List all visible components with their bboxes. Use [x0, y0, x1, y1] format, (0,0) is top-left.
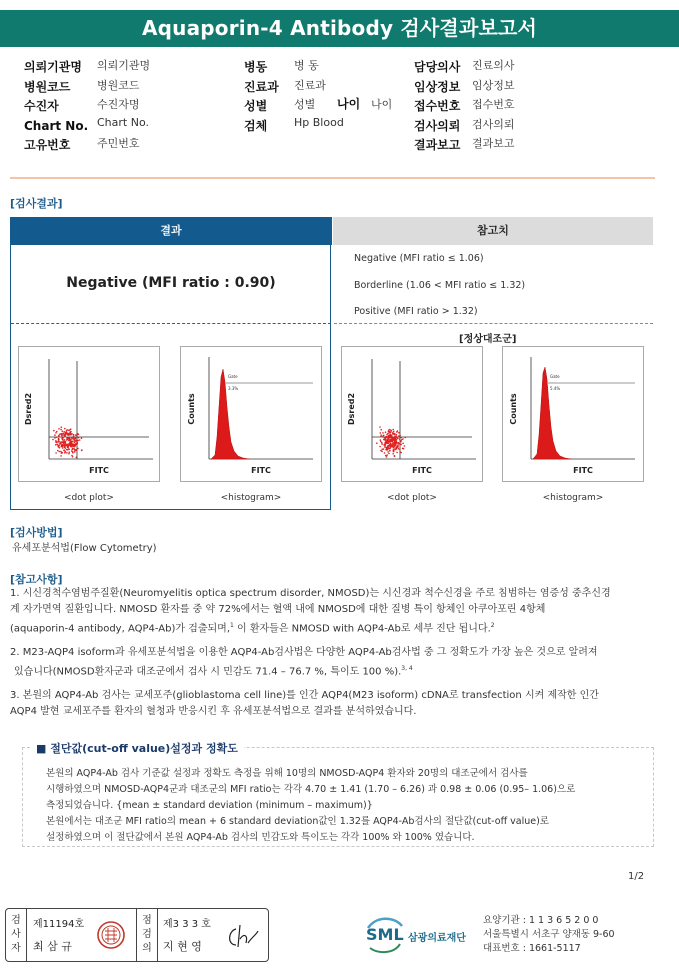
- dot: [71, 449, 73, 451]
- dot: [65, 433, 67, 435]
- dot: [400, 444, 402, 446]
- value-test-request: 검사의뢰: [472, 117, 515, 131]
- dot: [69, 438, 71, 440]
- lab-address: 서울특별시 서초구 양재동 9-60: [483, 929, 615, 940]
- dot: [391, 437, 393, 439]
- reference-divider: [334, 323, 653, 324]
- dot: [384, 437, 386, 439]
- label-doctor: 담당의사: [414, 60, 461, 74]
- reference-positive: Positive (MFI ratio > 1.32): [354, 306, 478, 317]
- examiner-no: 제11194호: [33, 919, 85, 930]
- dot: [392, 453, 394, 455]
- confirmer-signature: [224, 921, 264, 951]
- cutoff-line-2: 시행하였으며 NMOSD-AQP4군과 대조군의 MFI ratio는 각각 4.70 ± 1.41 (1.70 – 6.26) 과 0.98 ± 0.06 (0.95– 1.06)으로: [46, 784, 576, 795]
- value-hospital-code: 병원코드: [97, 78, 140, 92]
- dot: [381, 443, 383, 445]
- control-gate-label: Gate: [550, 374, 560, 379]
- cutoff-title: ■ 절단값(cut-off value)설정과 정확도: [32, 740, 244, 756]
- dot: [76, 435, 78, 437]
- dot: [397, 438, 399, 440]
- confirmer-label-1: 점: [142, 915, 152, 926]
- dot: [400, 437, 402, 439]
- dot: [388, 453, 390, 455]
- dot: [79, 439, 81, 441]
- dot: [64, 445, 66, 447]
- value-sex: 성별: [294, 98, 316, 111]
- dot: [71, 446, 73, 448]
- dot: [383, 439, 385, 441]
- confirmer-label-3: 의: [142, 943, 152, 954]
- note-2-sup: 3, 4: [401, 665, 413, 672]
- lab-info: [483, 914, 615, 956]
- dot: [73, 434, 75, 436]
- confirmer-label-2: 검: [142, 929, 152, 940]
- dot: [396, 441, 398, 443]
- patient-dot-cloud: [52, 426, 82, 458]
- dot: [62, 438, 64, 440]
- patient-dot-plot-svg: [19, 347, 159, 481]
- label-ward: 병동: [244, 60, 268, 74]
- dot: [397, 446, 399, 448]
- dot: [394, 443, 396, 445]
- control-dot-ylabel: Dsred2: [347, 392, 356, 426]
- cutoff-line-3: 측정되었습니다. {mean ± standard deviation (minimum – maximum)}: [46, 800, 373, 811]
- dot: [386, 440, 388, 442]
- label-receipt-no: 접수번호: [414, 99, 461, 113]
- dot: [404, 445, 406, 447]
- dot: [402, 438, 404, 440]
- examiner-label-cell: [6, 909, 27, 961]
- dot: [67, 445, 69, 447]
- dot: [67, 434, 69, 436]
- dot: [400, 452, 402, 454]
- dot: [389, 450, 391, 452]
- note-2-line2: [10, 661, 660, 680]
- value-department: 진료과: [294, 78, 326, 92]
- dot: [402, 443, 404, 445]
- label-chart-no: Chart No.: [24, 118, 89, 133]
- dot: [61, 434, 63, 436]
- label-unique-no: 고유번호: [24, 138, 71, 152]
- dot: [395, 444, 397, 446]
- note-1-line3b: 이 환자들은 NMOSD with AQP4-Ab로 세부 진단 됩니다.: [233, 623, 491, 635]
- confirmer-name: 지 현 영: [163, 940, 202, 953]
- patient-dot-caption: <dot plot>: [64, 493, 114, 503]
- dot: [65, 447, 67, 449]
- dot: [388, 442, 390, 444]
- dot: [398, 432, 400, 434]
- control-gate-pct: 5.4%: [550, 386, 561, 391]
- dot: [66, 430, 68, 432]
- value-ward: 병 동: [294, 59, 319, 72]
- value-result-report: 결과보고: [472, 137, 515, 150]
- sml-logo-text: SML: [366, 925, 404, 944]
- report-title: Aquaporin-4 Antibody 검사결과보고서: [0, 10, 679, 47]
- dot: [388, 445, 390, 447]
- dot: [391, 440, 393, 442]
- dot: [395, 448, 397, 450]
- dot: [390, 434, 392, 436]
- dot: [74, 451, 76, 453]
- note-2-line2a: 있습니다(NMOSD환자군과 대조군에서 검사 시 민감도 71.4 – 76.7 %, 특이도 100 %).: [14, 666, 402, 678]
- dot: [68, 453, 70, 455]
- value-receipt-no: 접수번호: [472, 98, 515, 111]
- note-1-line1: 1. 시신경척수염범주질환(Neuromyelitis optica spectrum disorder, NMOSD)는 시신경과 척수신경을 주로 침범하는 염증성 중추신경: [10, 588, 611, 599]
- note-1-line3: [10, 618, 660, 637]
- dot: [74, 449, 76, 451]
- dot: [56, 431, 58, 433]
- dot: [392, 429, 394, 431]
- dot: [64, 442, 66, 444]
- examiner-name: 최 삼 규: [33, 940, 72, 953]
- dot: [77, 440, 79, 442]
- note-3: [10, 688, 660, 720]
- dot: [58, 435, 60, 437]
- dot: [61, 426, 63, 428]
- dot: [62, 446, 64, 448]
- dot: [382, 432, 384, 434]
- signature-icon: [224, 921, 264, 951]
- dot: [389, 441, 391, 443]
- method-text: 유세포분석법(Flow Cytometry): [12, 543, 157, 554]
- dot: [70, 442, 72, 444]
- dot: [73, 445, 75, 447]
- dot: [58, 438, 60, 440]
- label-age: 나이: [337, 97, 361, 111]
- dot: [54, 434, 56, 436]
- dot: [62, 431, 64, 433]
- dot: [385, 443, 387, 445]
- dot: [399, 438, 401, 440]
- confirmer-no: 제3 3 3 호: [163, 919, 211, 930]
- note-3-line2: AQP4 발현 교세포주를 환자의 혈청과 반응시킨 후 유세포분석법으로 결과를 분석하였습니다.: [10, 706, 417, 717]
- dot: [376, 442, 378, 444]
- note-1-line3a: (aquaporin-4 antibody, AQP4-Ab)가 검출되며,: [10, 623, 231, 635]
- dot: [60, 429, 62, 431]
- dot: [396, 452, 398, 454]
- control-label: [정상대조군]: [459, 334, 517, 345]
- dot: [387, 448, 389, 450]
- dot: [70, 440, 72, 442]
- dot: [67, 433, 69, 435]
- control-histogram-svg: [503, 347, 643, 481]
- dot: [75, 438, 77, 440]
- result-header: 결과: [10, 217, 332, 245]
- dot: [68, 451, 70, 453]
- dot: [61, 452, 63, 454]
- control-dot-cloud: [376, 426, 406, 458]
- control-dot-xlabel: FITC: [412, 466, 432, 475]
- examiner-label-1: 검: [11, 915, 21, 926]
- dot: [54, 437, 56, 439]
- patient-histogram-peak: [211, 369, 249, 459]
- dot: [385, 449, 387, 451]
- control-dot-plot: [341, 346, 483, 482]
- label-department: 진료과: [244, 79, 279, 94]
- dot: [391, 435, 393, 437]
- dot: [394, 441, 396, 443]
- dot: [62, 442, 64, 444]
- patient-hist-xlabel: FITC: [251, 466, 271, 475]
- examiner-seal: [96, 920, 126, 950]
- dot: [81, 450, 83, 452]
- dot: [72, 438, 74, 440]
- patient-info-col2: [244, 56, 393, 134]
- dot: [55, 444, 57, 446]
- patient-gate-pct: 3.3%: [228, 386, 239, 391]
- dot: [73, 435, 75, 437]
- note-2-line1: 2. M23-AQP4 isoform과 유세포분석법을 이용한 AQP4-Ab검사법은 다양한 AQP4-Ab검사법 중 그 정확도가 가장 높은 것으로 알려져: [10, 647, 598, 658]
- note-1-sup1: 1: [230, 622, 234, 629]
- cutoff-text: [46, 766, 644, 846]
- dot: [383, 435, 385, 437]
- dot: [52, 439, 54, 441]
- dot: [379, 446, 381, 448]
- value-specimen: Hp Blood: [294, 115, 344, 129]
- control-histogram-peak: [533, 367, 571, 459]
- dot: [74, 441, 76, 443]
- dot: [64, 435, 66, 437]
- lab-code: 요양기관 : 1 1 3 6 5 2 0 0: [483, 915, 599, 926]
- dot: [76, 457, 78, 459]
- dot: [380, 441, 382, 443]
- dot: [384, 439, 386, 441]
- dot: [380, 450, 382, 452]
- patient-histogram: [180, 346, 322, 482]
- dot: [71, 433, 73, 435]
- dot: [380, 432, 382, 434]
- value-doctor: 진료의사: [472, 59, 515, 72]
- dot: [396, 434, 398, 436]
- dot: [72, 456, 74, 458]
- dot: [398, 443, 400, 445]
- dot: [53, 430, 55, 432]
- dot: [390, 430, 392, 432]
- dot: [384, 452, 386, 454]
- label-clinical-info: 임상정보: [414, 79, 461, 94]
- dot: [72, 444, 74, 446]
- label-result-report: 결과보고: [414, 138, 461, 152]
- patient-info-col3: [414, 56, 515, 154]
- dot: [389, 431, 391, 433]
- value-chart-no: Chart No.: [97, 115, 149, 129]
- reference-negative: Negative (MFI ratio ≤ 1.06): [354, 253, 484, 264]
- control-hist-ylabel: Counts: [509, 393, 518, 425]
- dot: [393, 431, 395, 433]
- dot: [59, 451, 61, 453]
- dot: [72, 451, 74, 453]
- dot: [55, 440, 57, 442]
- sml-org-name: 삼광의료재단: [408, 933, 466, 944]
- dot: [78, 437, 80, 439]
- dot: [77, 448, 79, 450]
- label-institution: 의뢰기관명: [24, 60, 82, 74]
- patient-dot-ylabel: Dsred2: [24, 392, 33, 426]
- cutoff-line-1: 본원의 AQP4-Ab 검사 기준값 설정과 정확도 측정을 위해 10명의 NMOSD-AQP4 환자와 20명의 대조군에서 검사를: [46, 768, 528, 779]
- dot: [388, 448, 390, 450]
- dot: [73, 439, 75, 441]
- dot: [60, 442, 62, 444]
- control-histogram: [502, 346, 644, 482]
- note-1-line2: 계 자가면역 질환입니다. NMOSD 환자를 중 약 72%에서는 혈액 내에 NMOSD에 대한 질병 특이 항체인 아쿠아포린 4항체: [10, 604, 546, 615]
- dot: [67, 449, 69, 451]
- dot: [66, 452, 68, 454]
- dot: [393, 451, 395, 453]
- dot: [59, 447, 61, 449]
- label-hospital-code: 병원코드: [24, 79, 71, 94]
- dot: [64, 449, 66, 451]
- dot: [73, 446, 75, 448]
- examiner-label-3: 자: [11, 943, 21, 954]
- cutoff-line-5: 설정하였으며 이 절단값에서 본원 AQP4-Ab 검사의 민감도와 특이도는 각각 100% 와 100% 였습니다.: [46, 832, 475, 843]
- dot: [58, 428, 60, 430]
- dot: [387, 433, 389, 435]
- dot: [393, 437, 395, 439]
- dot: [384, 446, 386, 448]
- value-clinical-info: 임상정보: [472, 78, 515, 92]
- control-dot-caption: <dot plot>: [387, 493, 437, 503]
- dot: [76, 449, 78, 451]
- note-1: [10, 586, 660, 637]
- dot: [386, 454, 388, 456]
- label-specimen: 검체: [244, 118, 268, 133]
- dot: [398, 448, 400, 450]
- dot: [81, 437, 83, 439]
- dot: [63, 440, 65, 442]
- note-3-line1: 3. 본원의 AQP4-Ab 검사는 교세포주(glioblastoma cell line)를 인간 AQP4(M23 isoform) cDNA로 transfection 시켜 제작한 인간: [10, 690, 599, 701]
- dot: [56, 436, 58, 438]
- value-unique-no: 주민번호: [97, 137, 140, 150]
- dot: [77, 433, 79, 435]
- seal-icon: [96, 920, 126, 950]
- dot: [390, 445, 392, 447]
- dot: [55, 452, 57, 454]
- lab-phone: 대표번호 : 1661-5117: [483, 943, 581, 954]
- dot: [398, 435, 400, 437]
- method-section-title: [검사방법]: [10, 526, 63, 539]
- reference-borderline: Borderline (1.06 < MFI ratio ≤ 1.32): [354, 280, 526, 291]
- patient-dot-xlabel: FITC: [89, 466, 109, 475]
- label-sex: 성별: [244, 99, 268, 113]
- dot: [385, 431, 387, 433]
- control-hist-xlabel: FITC: [573, 466, 593, 475]
- patient-hist-ylabel: Counts: [187, 393, 196, 425]
- value-patient: 수진자명: [97, 98, 140, 111]
- dot: [70, 438, 72, 440]
- dot: [75, 440, 77, 442]
- dot: [57, 445, 59, 447]
- reference-header: 참고치: [333, 217, 653, 245]
- confirmer-label-cell: [136, 909, 158, 961]
- dot: [76, 442, 78, 444]
- dot: [389, 436, 391, 438]
- dot: [379, 426, 381, 428]
- results-section-title: [검사결과]: [10, 197, 63, 210]
- dot: [64, 451, 66, 453]
- note-1-sup2: 2: [490, 622, 495, 629]
- patient-histogram-svg: [181, 347, 321, 481]
- control-dot-plot-svg: [342, 347, 482, 481]
- dot: [388, 429, 390, 431]
- patient-gate-label: Gate: [228, 374, 238, 379]
- dot: [394, 438, 396, 440]
- dot: [394, 434, 396, 436]
- dot: [63, 433, 65, 435]
- examiner-label-2: 사: [11, 929, 21, 940]
- dot: [397, 430, 399, 432]
- dot: [393, 446, 395, 448]
- dot: [387, 451, 389, 453]
- dot: [391, 439, 393, 441]
- dot: [404, 437, 406, 439]
- dot: [380, 429, 382, 431]
- dot: [60, 455, 62, 457]
- patient-hist-caption: <histogram>: [220, 493, 282, 503]
- dot: [380, 434, 382, 436]
- dot: [387, 447, 389, 449]
- dot: [394, 455, 396, 457]
- dot: [59, 433, 61, 435]
- note-2: [10, 645, 660, 680]
- result-divider: [11, 323, 331, 324]
- dot: [76, 443, 78, 445]
- notes-section-title: [참고사항]: [10, 573, 63, 586]
- dot: [380, 439, 382, 441]
- dot: [383, 448, 385, 450]
- dot: [400, 441, 402, 443]
- patient-info-col1: [24, 56, 151, 154]
- divider: [10, 177, 655, 179]
- control-hist-caption: <histogram>: [542, 493, 604, 503]
- dot: [386, 437, 388, 439]
- page-number: 1/2: [628, 871, 645, 882]
- signature-box: [5, 908, 269, 962]
- cutoff-line-4: 본원에서는 대조군 MFI ratio의 mean + 6 standard deviation값인 1.32를 AQP4-Ab검사의 절단값(cut-off value)로: [46, 816, 549, 827]
- dot: [387, 437, 389, 439]
- dot: [385, 455, 387, 457]
- label-patient: 수진자: [24, 99, 59, 113]
- value-age: 나이: [371, 98, 393, 111]
- dot: [64, 428, 66, 430]
- label-test-request: 검사의뢰: [414, 118, 461, 133]
- dot: [68, 449, 70, 451]
- dot: [63, 431, 65, 433]
- dot: [399, 449, 401, 451]
- dot: [57, 450, 59, 452]
- result-value: Negative (MFI ratio : 0.90): [66, 275, 276, 291]
- patient-dot-plot: [18, 346, 160, 482]
- dot: [70, 428, 72, 430]
- dot: [62, 447, 64, 449]
- dot: [392, 443, 394, 445]
- dot: [403, 448, 405, 450]
- value-institution: 의뢰기관명: [97, 59, 151, 72]
- dot: [392, 447, 394, 449]
